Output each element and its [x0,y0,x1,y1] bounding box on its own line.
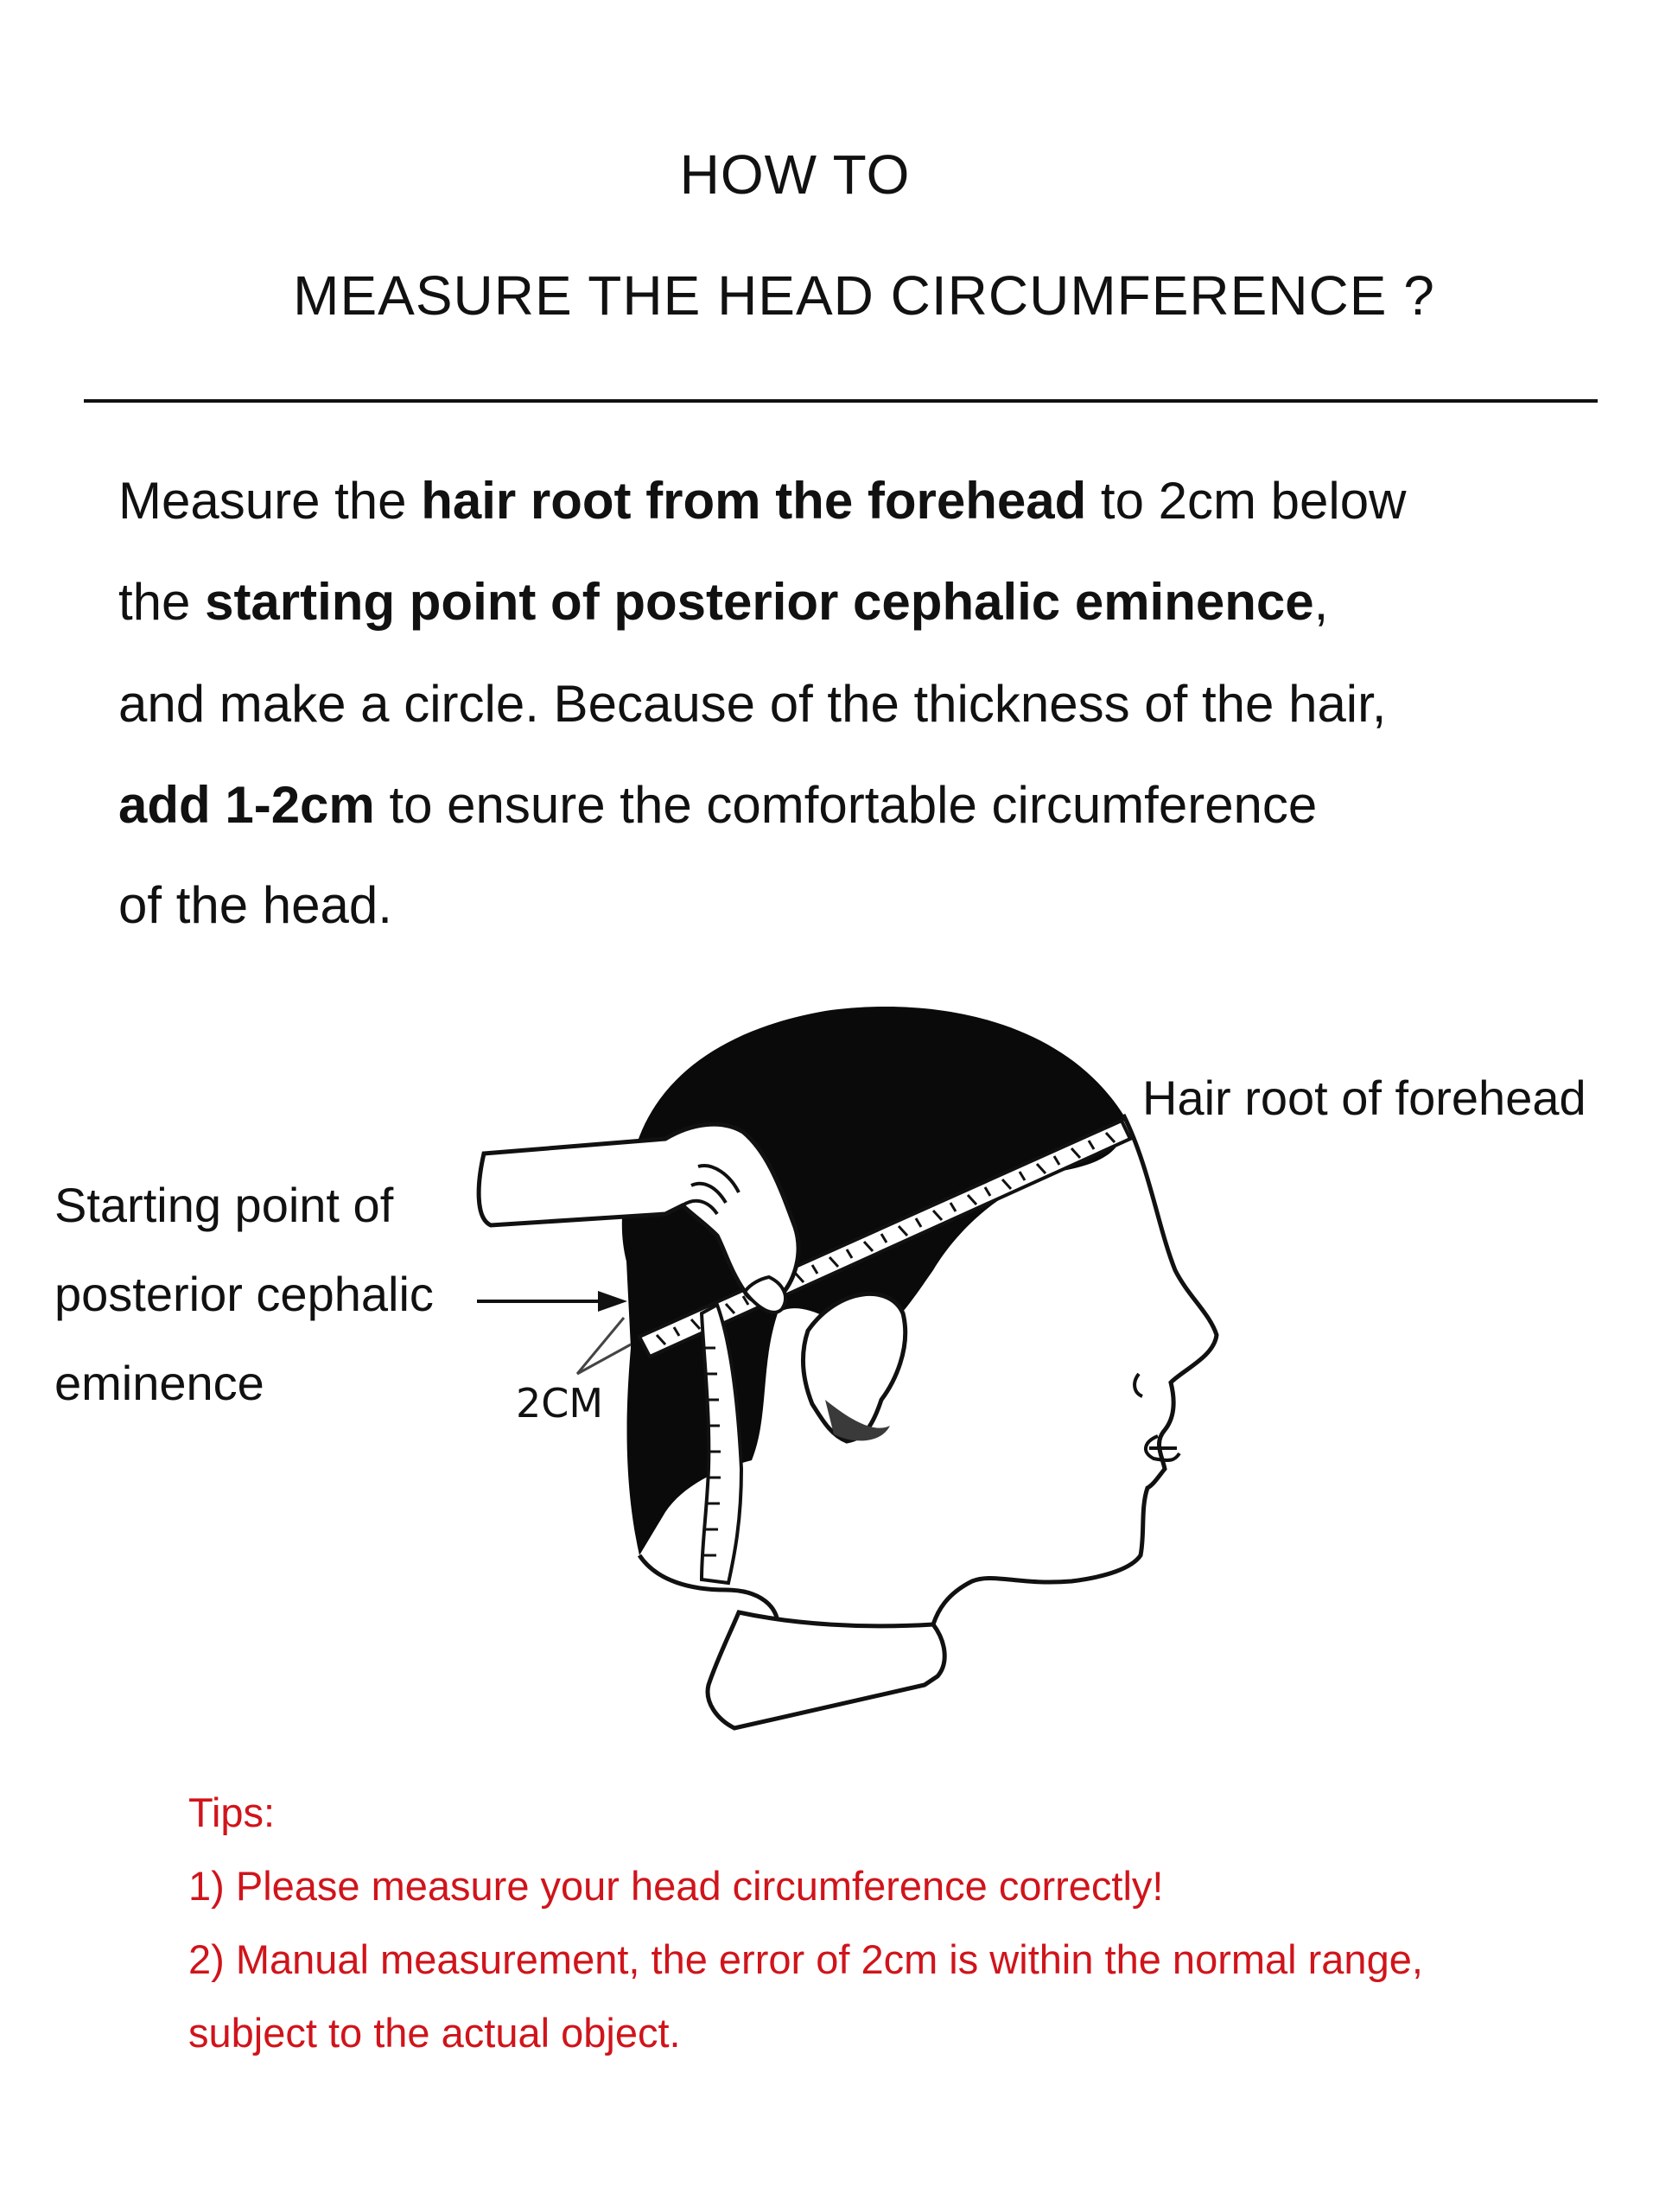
instruction-text: to ensure the comfortable circumference [374,776,1318,834]
instruction-line-3: and make a circle. Because of the thickness of the hair, [118,675,1387,733]
instruction-text: Measure the [118,472,422,530]
hair-cap-icon [622,1007,1124,1555]
instruction-emphasis: starting point of posterior cephalic eminence [205,573,1314,631]
label-hair-root-of-forehead: Hair root of forehead [1142,1071,1586,1125]
label-starting-point-line-1: Starting point of [54,1178,394,1232]
arrow-icon [477,1291,627,1312]
label-starting-point-line-3: eminence [54,1356,264,1410]
two-cm-marker-icon [577,1318,631,1374]
tips-heading: Tips: [188,1789,276,1835]
instruction-line-5: of the head. [118,876,392,934]
instruction-emphasis: hair root from the forehead [421,472,1087,530]
label-2cm: 2CM [516,1380,604,1427]
instruction-emphasis: add 1-2cm [118,776,375,834]
instruction-text: the [118,573,206,631]
ear-icon [804,1294,906,1441]
tip-item-1: 1) Please measure your head circumference correctly! [188,1863,1164,1909]
tip-item-2: 2) Manual measurement, the error of 2cm is within the normal range, [188,1936,1423,1982]
page-title-line-2: MEASURE THE HEAD CIRCUMFERENCE ? [293,264,1435,327]
page-title-line-1: HOW TO [679,143,911,206]
instruction-text: , [1313,573,1329,631]
collar-icon [708,1612,944,1728]
label-starting-point-line-2: posterior cephalic [54,1267,434,1321]
instruction-text: to 2cm below [1086,472,1407,530]
nostril-icon [1135,1374,1142,1396]
tip-item-2-continued: subject to the actual object. [188,2010,681,2056]
